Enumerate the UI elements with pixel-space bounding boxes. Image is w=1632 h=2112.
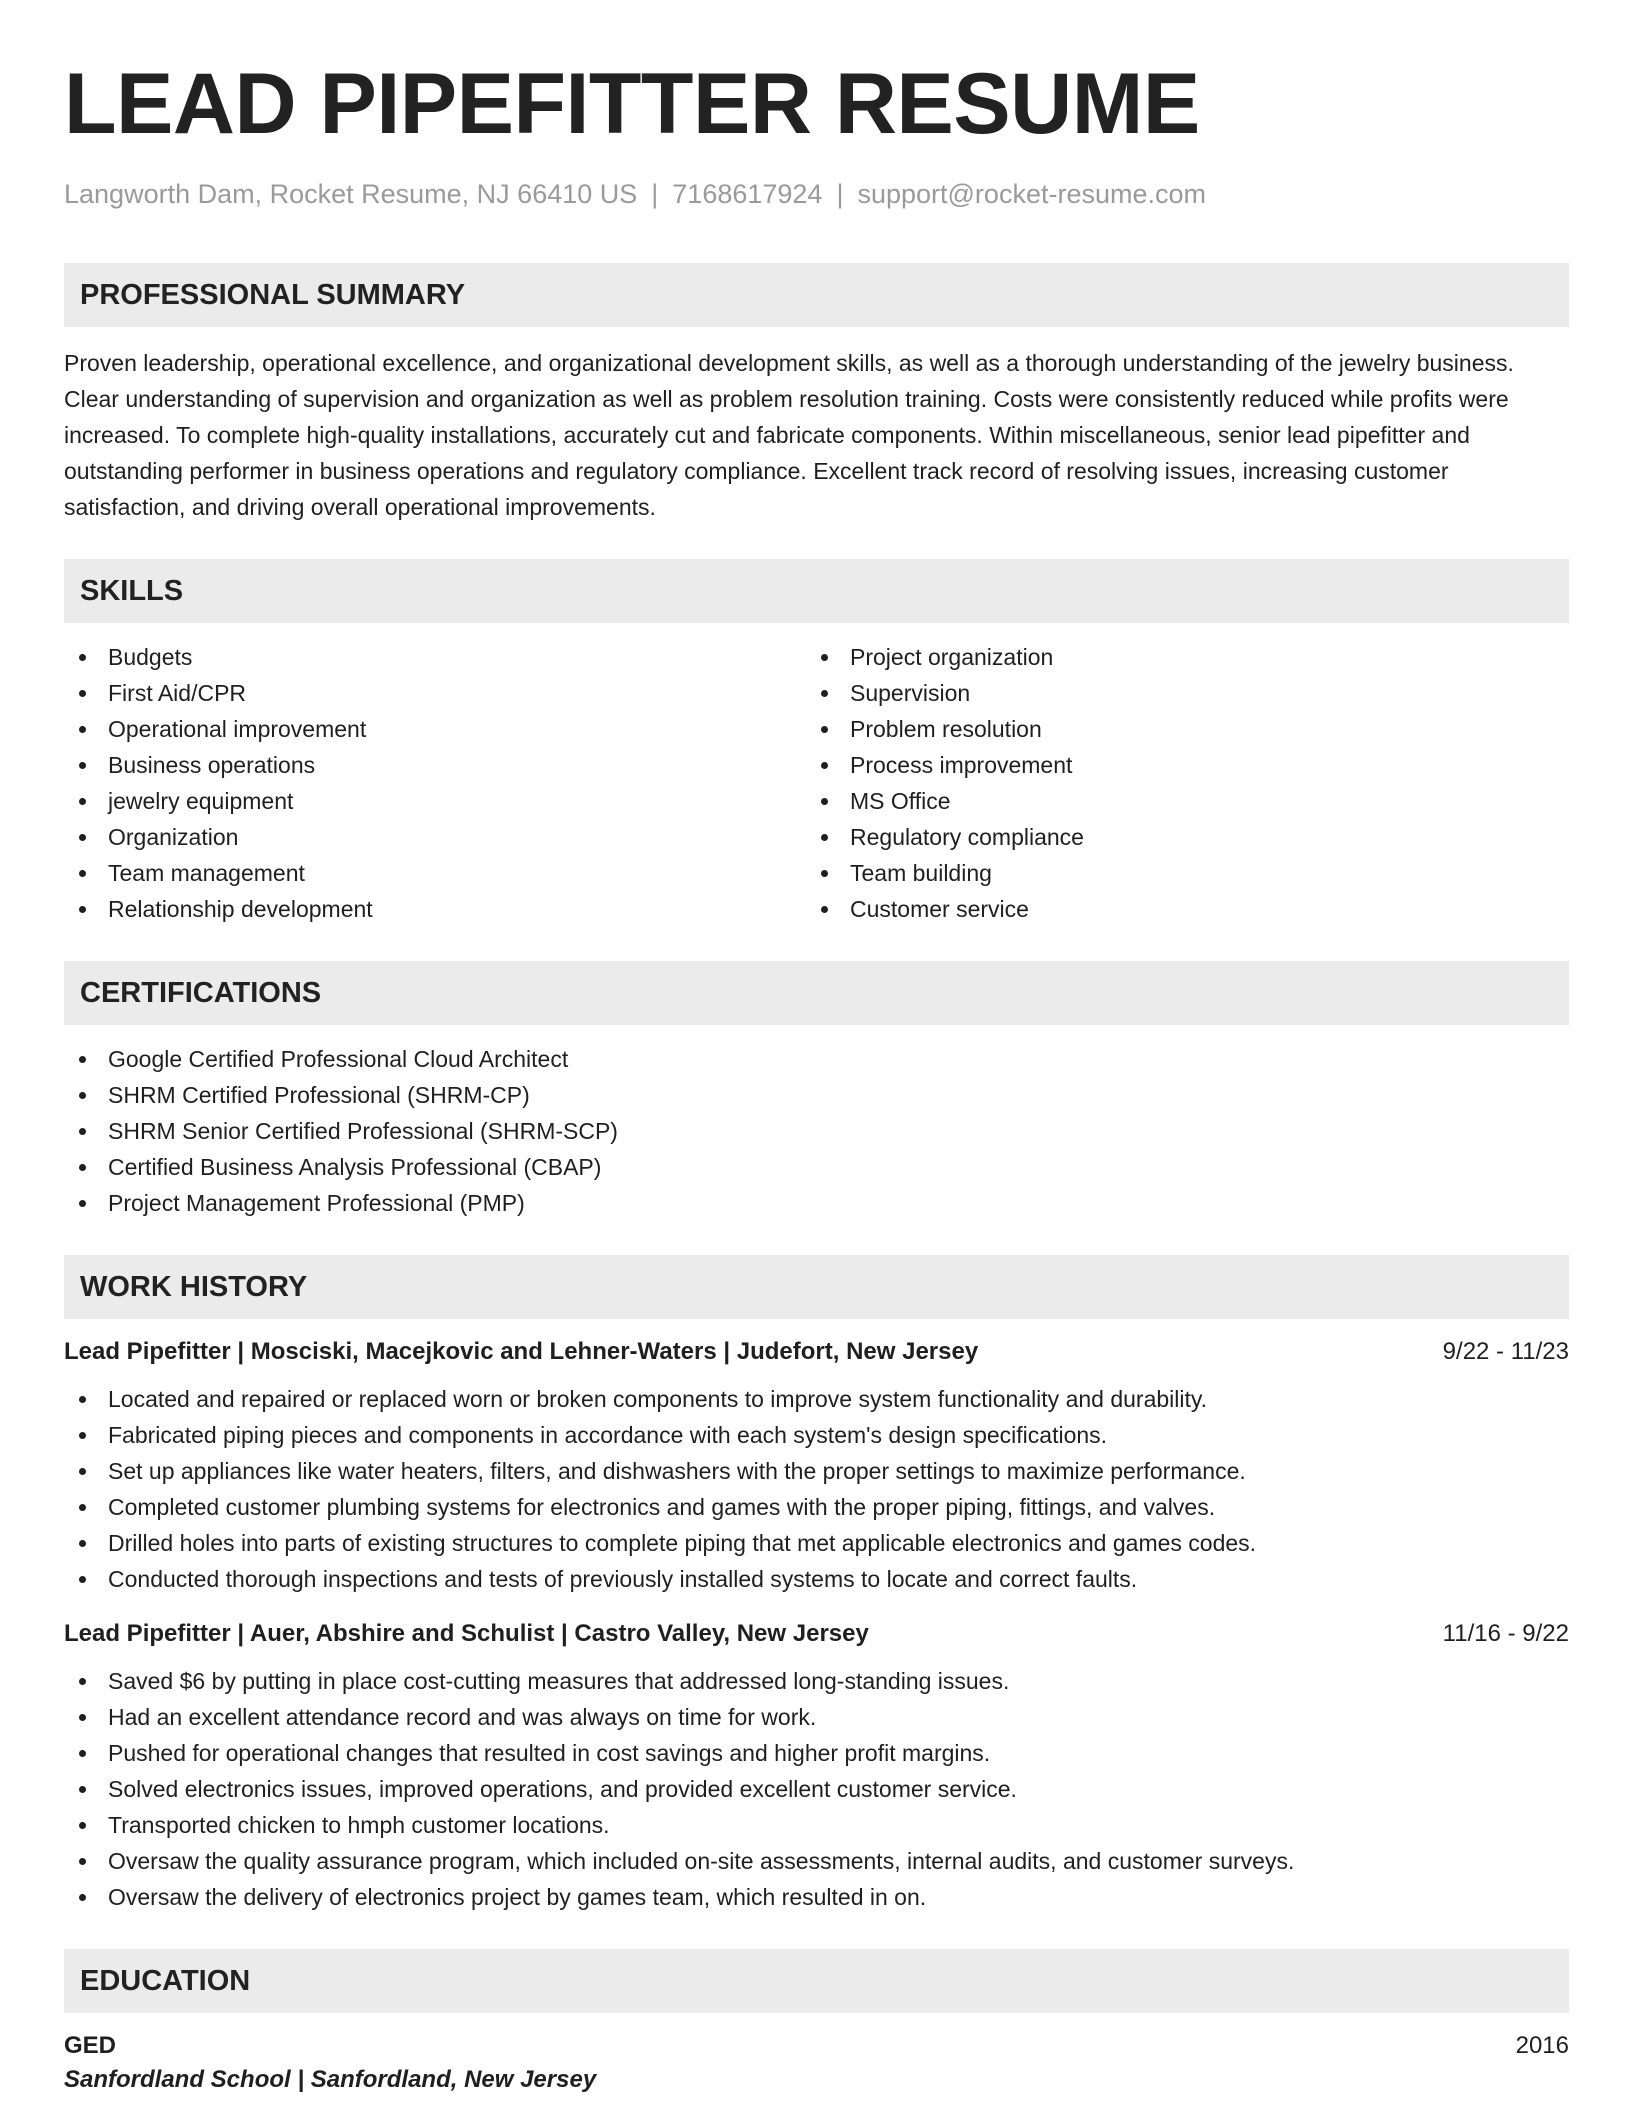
skill-item: Project organization: [806, 639, 1548, 675]
certification-item: Google Certified Professional Cloud Architect: [64, 1041, 1569, 1077]
skill-item: jewelry equipment: [64, 783, 806, 819]
job-entry: [64, 1617, 1569, 1915]
skill-item: Budgets: [64, 639, 806, 675]
contact-separator: |: [651, 179, 659, 209]
skills-column-right: [806, 639, 1548, 927]
skill-item: Regulatory compliance: [806, 819, 1548, 855]
job-bullet: Completed customer plumbing systems for electronics and games with the proper piping, fittings, and valves.: [64, 1489, 1569, 1525]
certification-item: Project Management Professional (PMP): [64, 1185, 1569, 1221]
contact-address: Langworth Dam, Rocket Resume, NJ 66410 US: [64, 179, 638, 209]
skills-list-right: [806, 639, 1548, 927]
certification-item: SHRM Certified Professional (SHRM-CP): [64, 1077, 1569, 1113]
skill-item: Team management: [64, 855, 806, 891]
job-bullet: Located and repaired or replaced worn or broken components to improve system functionality and durability.: [64, 1381, 1569, 1417]
job-bullet: Transported chicken to hmph customer locations.: [64, 1807, 1569, 1843]
summary-heading: PROFESSIONAL SUMMARY: [64, 263, 1569, 327]
job-bullet: Saved $6 by putting in place cost-cutting measures that addressed long-standing issues.: [64, 1663, 1569, 1699]
resume-title: LEAD PIPEFITTER RESUME: [64, 56, 1200, 152]
job-title: Lead Pipefitter | Auer, Abshire and Schulist | Castro Valley, New Jersey: [64, 1620, 869, 1647]
education-header: [64, 2029, 1569, 2063]
job-title: Lead Pipefitter | Mosciski, Macejkovic and Lehner-Waters | Judefort, New Jersey: [64, 1338, 979, 1365]
job-bullet: Oversaw the quality assurance program, which included on-site assessments, internal audits, and customer surveys.: [64, 1843, 1569, 1879]
skill-item: Operational improvement: [64, 711, 806, 747]
job-dates: 9/22 - 11/23: [1442, 1338, 1569, 1365]
job-bullet: Conducted thorough inspections and tests of previously installed systems to locate and correct faults.: [64, 1561, 1569, 1597]
job-bullets: [64, 1663, 1569, 1915]
job-bullets: [64, 1381, 1569, 1597]
job-bullet: Pushed for operational changes that resulted in cost savings and higher profit margins.: [64, 1735, 1569, 1771]
job-bullet: Solved electronics issues, improved operations, and provided excellent customer service.: [64, 1771, 1569, 1807]
work-history-heading: WORK HISTORY: [64, 1255, 1569, 1319]
education-school: Sanfordland School | Sanfordland, New Jersey: [64, 2066, 597, 2093]
contact-email: support@rocket-resume.com: [857, 179, 1206, 209]
skill-item: Customer service: [806, 891, 1548, 927]
job-bullet: Fabricated piping pieces and components in accordance with each system's design specifications.: [64, 1417, 1569, 1453]
summary-text: Proven leadership, operational excellence, and organizational development skills, as well as a thorough understanding of the jewelry business. Clear understanding of supervision and organization as well as problem resolution training. Costs were consistently reduced while profits were increased. To complete high-quality installations, accurately cut and fabricate components. Within miscellaneous, senior lead pipefitter and outstanding performer in business operations and regulatory compliance. Excellent track record of resolving issues, increasing customer satisfaction, and driving overall operational improvements.: [64, 350, 1514, 520]
job-bullet: Oversaw the delivery of electronics project by games team, which resulted in on.: [64, 1879, 1569, 1915]
contact-phone: 7168617924: [672, 179, 823, 209]
job-header: [64, 1335, 1569, 1369]
skill-item: First Aid/CPR: [64, 675, 806, 711]
certifications-heading: CERTIFICATIONS: [64, 961, 1569, 1025]
education-heading: EDUCATION: [64, 1949, 1569, 2013]
education-year: 2016: [1515, 2032, 1569, 2059]
job-bullet: Had an excellent attendance record and was always on time for work.: [64, 1699, 1569, 1735]
job-entry: [64, 1335, 1569, 1597]
certifications-list: [64, 1041, 1569, 1221]
skills-grid: [64, 639, 1569, 927]
skill-item: Team building: [806, 855, 1548, 891]
job-bullet: Drilled holes into parts of existing structures to complete piping that met applicable electronics and games codes.: [64, 1525, 1569, 1561]
skill-item: Relationship development: [64, 891, 806, 927]
education-degree: GED: [64, 2032, 117, 2059]
job-dates: 11/16 - 9/22: [1442, 1620, 1569, 1647]
skills-heading: SKILLS: [64, 559, 1569, 623]
skills-list-left: [64, 639, 806, 927]
skill-item: MS Office: [806, 783, 1548, 819]
skill-item: Organization: [64, 819, 806, 855]
certification-item: SHRM Senior Certified Professional (SHRM-SCP): [64, 1113, 1569, 1149]
skill-item: Supervision: [806, 675, 1548, 711]
job-header: [64, 1617, 1569, 1651]
job-bullet: Set up appliances like water heaters, filters, and dishwashers with the proper settings to maximize performance.: [64, 1453, 1569, 1489]
contact-line: [64, 176, 1569, 212]
skill-item: Business operations: [64, 747, 806, 783]
skill-item: Process improvement: [806, 747, 1548, 783]
skills-column-left: [64, 639, 806, 927]
certification-item: Certified Business Analysis Professional (CBAP): [64, 1149, 1569, 1185]
contact-separator: |: [836, 179, 844, 209]
skill-item: Problem resolution: [806, 711, 1548, 747]
